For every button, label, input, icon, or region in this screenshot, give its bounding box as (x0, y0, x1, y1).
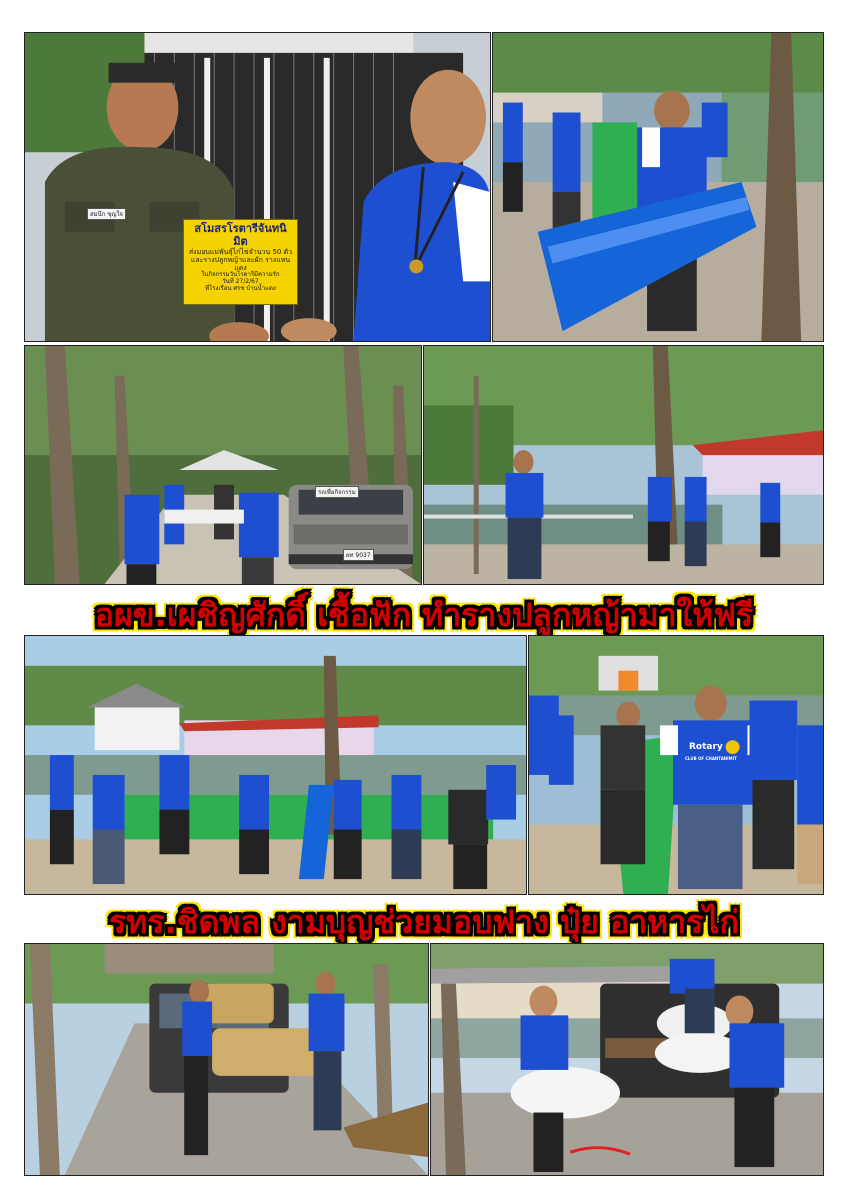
headline-1: อผข.เผชิญศักดิ์ เชื้อฟัก ทำรางปลูกหญ้ามาให้ฟรี (94, 596, 754, 634)
headline-2: รทร.ชิดพล งามบุญช่วยมอบฟาง ปุ๋ย อาหารไก่ (109, 903, 739, 941)
photo-feed-sacks (430, 943, 824, 1176)
blue-trough-scene (493, 33, 823, 341)
photo-mangrove-truck (24, 345, 422, 585)
photo-green-net-pond (24, 635, 527, 895)
photo-rotary-green-net (528, 635, 824, 895)
sign-line-2: ส่งมอบแม่พันธุ์ไก่ไข่จำนวน 50 ตัว (188, 248, 293, 257)
sign-line-6: ที่โรงเรือน ศรช บ้านน้ำแดง (205, 285, 276, 293)
rotary-net-scene (529, 636, 823, 894)
truck-license-plate: ผท 9037 (343, 549, 374, 561)
photo-carrying-blue-trough (492, 32, 824, 342)
rotary-shirt-subtext: CLUB OF CHANTANIMIT (685, 756, 737, 761)
sign-line-1: สโมสรโรตารีจันทนิมิต (194, 222, 287, 248)
straw-bales-scene (25, 944, 428, 1175)
pond-walk-scene (424, 346, 823, 584)
photo-sign-handover (24, 32, 491, 342)
green-net-scene (25, 636, 526, 894)
donation-sign (183, 219, 298, 305)
rotary-shirt-logo: Rotary (689, 742, 723, 752)
photo-straw-bales (24, 943, 429, 1176)
uniform-name-tag: สมนึก ชุญใจ (87, 208, 126, 220)
feed-sacks-scene (431, 944, 823, 1175)
truck-windshield-banner: รถเพื่อกิจกรรม (315, 486, 359, 498)
photo-pond-walk (423, 345, 824, 585)
sign-line-3: และรางปลูกหญ้าและผัก รางแหนแดง (190, 256, 291, 273)
sign-line-4: ในกิจกรรมวันโรตารีมีความรัก (201, 271, 280, 279)
sign-line-5: วันที่ 27/2/67 (222, 278, 259, 286)
